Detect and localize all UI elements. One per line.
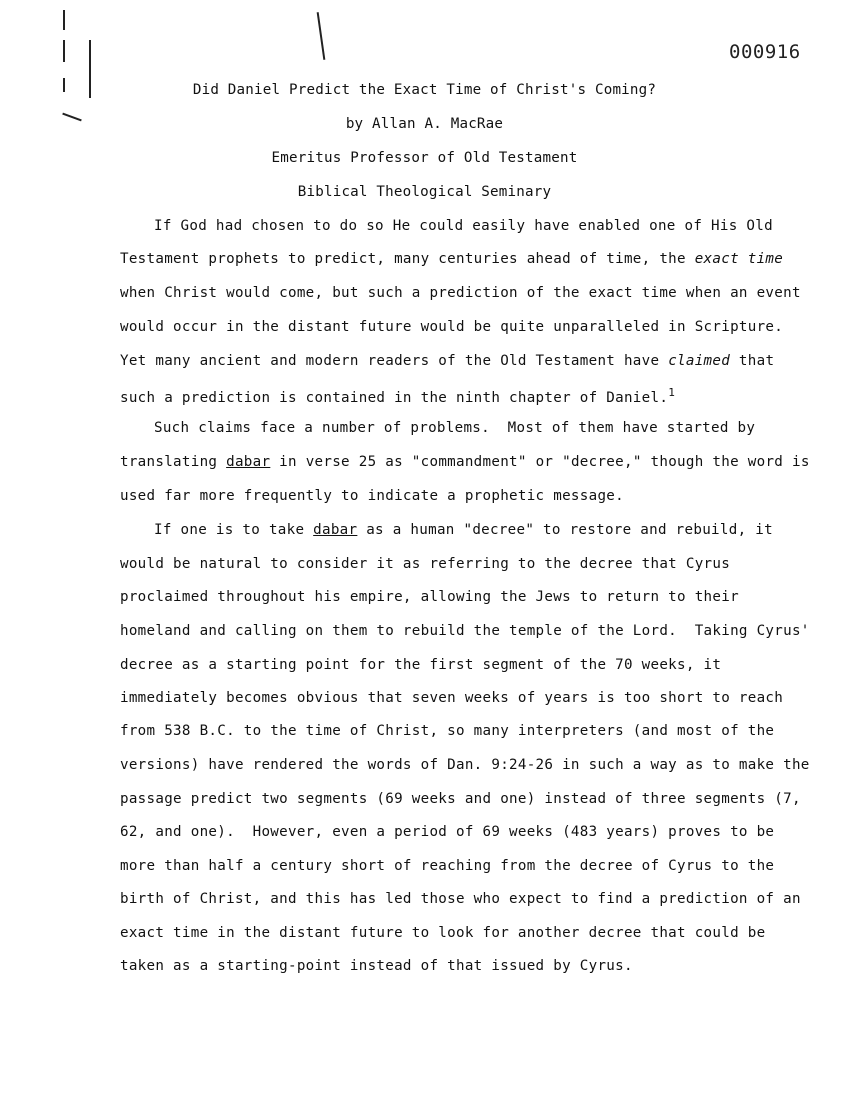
paragraph-3-line: versions) have rendered the words of Dan. 9:24-26 in such a way as to make the [120, 757, 810, 773]
author-line: by Allan A. MacRae [345, 116, 504, 132]
page-title: Did Daniel Predict the Exact Time of Christ's Coming? [192, 82, 657, 98]
margin-mark [63, 40, 65, 62]
paragraph-1-line: Testament prophets to predict, many centuries ahead of time, the exact time [120, 251, 784, 267]
paragraph-3-line: proclaimed throughout his empire, allowing the Jews to return to their [120, 589, 739, 605]
paragraph-2-line: translating dabar in verse 25 as "commandment" or "decree," though the word is [120, 454, 810, 470]
paragraph-3-line: would be natural to consider it as referring to the decree that Cyrus [120, 556, 731, 572]
paragraph-1-line: would occur in the distant future would be quite unparalleled in Scripture. [120, 319, 784, 335]
paragraph-3-line: If one is to take dabar as a human "decree" to restore and rebuild, it [154, 522, 773, 538]
paragraph-3-line: birth of Christ, and this has led those who expect to find a prediction of an [120, 891, 801, 907]
paragraph-3-line: exact time in the distant future to look for another decree that could be [120, 925, 766, 941]
document-number: 000916 [729, 41, 801, 63]
paragraph-3-line: from 538 B.C. to the time of Christ, so many interpreters (and most of the [120, 723, 775, 739]
paragraph-3-line: decree as a starting point for the first segment of the 70 weeks, it [120, 657, 722, 673]
paragraph-3-line: taken as a starting-point instead of that issued by Cyrus. [120, 958, 633, 974]
footnote-marker: 1 [668, 386, 676, 399]
paragraph-3-line: passage predict two segments (69 weeks and one) instead of three segments (7, [120, 791, 801, 807]
paragraph-3-line: immediately becomes obvious that seven weeks of years is too short to reach [120, 690, 784, 706]
author-position: Emeritus Professor of Old Testament [271, 150, 578, 166]
paragraph-2-line: used far more frequently to indicate a prophetic message. [120, 488, 624, 504]
paragraph-3-line: 62, and one). However, even a period of 69 weeks (483 years) proves to be [120, 824, 775, 840]
paragraph-3-line: more than half a century short of reaching from the decree of Cyrus to the [120, 858, 775, 874]
paragraph-3-line: homeland and calling on them to rebuild the temple of the Lord. Taking Cyrus' [120, 623, 810, 639]
paragraph-1-line: such a prediction is contained in the ninth chapter of Daniel.$^1$ [120, 386, 676, 406]
margin-mark [317, 12, 326, 60]
paragraph-1-line: If God had chosen to do so He could easily have enabled one of His Old [154, 218, 773, 234]
institution-line: Biblical Theological Seminary [297, 184, 552, 200]
paragraph-1-line: Yet many ancient and modern readers of the Old Testament have claimed that [120, 353, 775, 369]
paragraph-1-line: when Christ would come, but such a prediction of the exact time when an event [120, 285, 801, 301]
paragraph-2-line: Such claims face a number of problems. Most of them have started by [154, 420, 756, 436]
margin-mark [63, 10, 65, 30]
